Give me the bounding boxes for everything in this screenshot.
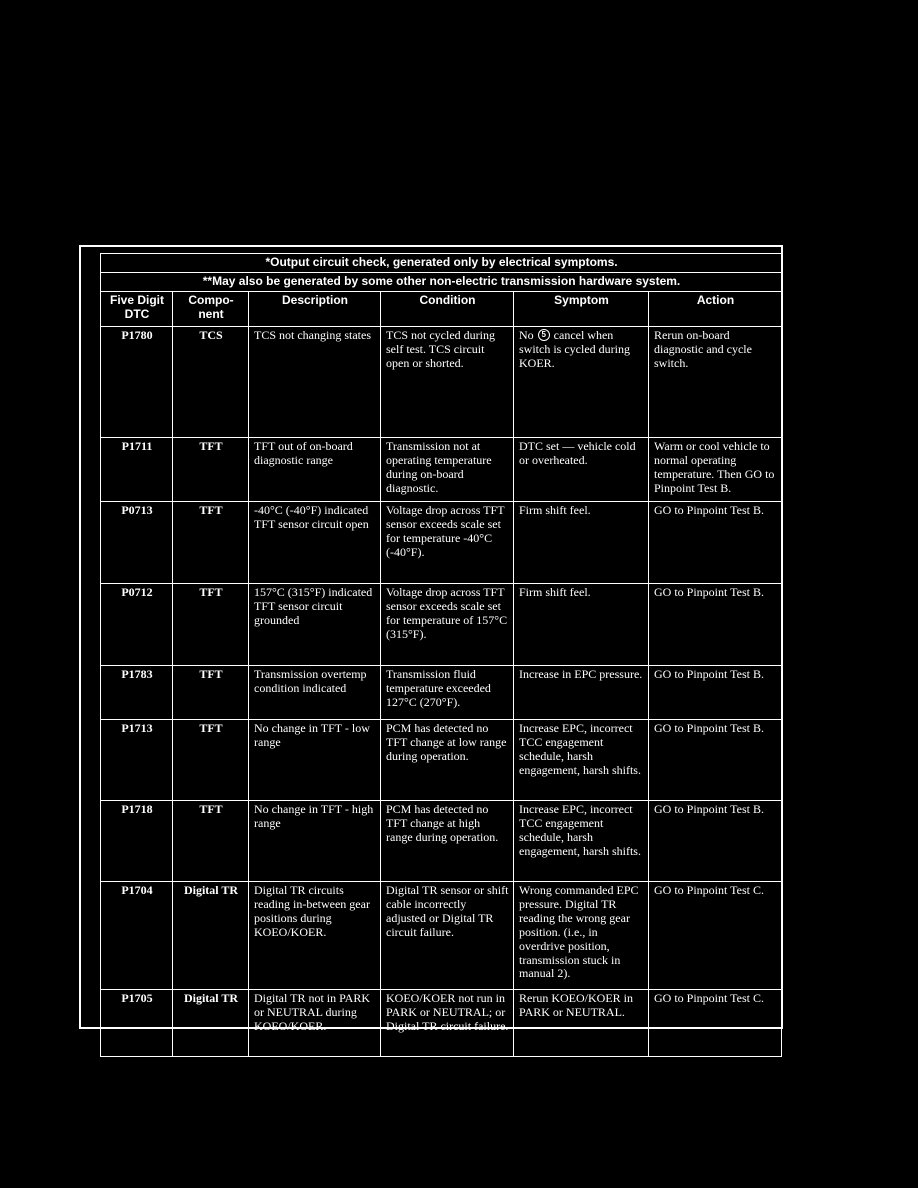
condition-cell: Voltage drop across TFT sensor exceeds scale set for temperature of 157°C (315°F). [381,584,514,666]
dtc-cell: P1780 [101,327,173,438]
symptom-cell: Increase EPC, incorrect TCC engagement schedule, harsh engagement, harsh shifts. [514,720,649,801]
dtc-cell: P1718 [101,801,173,882]
action-cell: GO to Pinpoint Test B. [649,801,782,882]
description-cell: No change in TFT - high range [249,801,381,882]
action-cell: GO to Pinpoint Test C. [649,990,782,1057]
symptom-cell: Increase in EPC pressure. [514,666,649,720]
component-cell: TCS [173,327,249,438]
column-header-symptom: Symptom [514,292,649,327]
condition-cell: KOEO/KOER not run in PARK or NEUTRAL; or Digital TR circuit failure. [381,990,514,1057]
action-cell: Rerun on-board diagnostic and cycle switch. [649,327,782,438]
description-cell: 157°C (315°F) indicated TFT sensor circuit grounded [249,584,381,666]
symptom-text: cancel when switch is cycled during KOER. [519,328,630,370]
description-cell: Digital TR not in PARK or NEUTRAL during KOEO/KOER. [249,990,381,1057]
table-row [101,882,782,990]
description-cell: Digital TR circuits reading in-between gear positions during KOEO/KOER. [249,882,381,990]
table-row [101,801,782,882]
action-cell: GO to Pinpoint Test B. [649,502,782,584]
description-cell: -40°C (-40°F) indicated TFT sensor circuit open [249,502,381,584]
table-frame [79,245,783,1033]
symptom-text: No [519,328,534,342]
condition-cell: PCM has detected no TFT change at high range during operation. [381,801,514,882]
condition-cell: TCS not cycled during self test. TCS circuit open or shorted. [381,327,514,438]
dtc-cell: P1705 [101,990,173,1057]
component-cell: TFT [173,720,249,801]
table-row [101,584,782,666]
table-row [101,502,782,584]
description-cell: No change in TFT - low range [249,720,381,801]
description-cell: TCS not changing states [249,327,381,438]
condition-cell: Digital TR sensor or shift cable incorrectly adjusted or Digital TR circuit failure. [381,882,514,990]
action-cell: GO to Pinpoint Test C. [649,882,782,990]
symptom-cell: Firm shift feel. [514,584,649,666]
action-cell: GO to Pinpoint Test B. [649,584,782,666]
component-cell: TFT [173,584,249,666]
column-header-five-digit-dtc: Five Digit DTC [101,292,173,327]
dtc-cell: P0712 [101,584,173,666]
table-row [101,666,782,720]
component-cell: TFT [173,502,249,584]
dtc-cell: P1704 [101,882,173,990]
note-row [101,254,782,273]
note-output-circuit-check: *Output circuit check, generated only by electrical symptoms. [101,254,782,273]
symptom-cell: Increase EPC, incorrect TCC engagement schedule, harsh engagement, harsh shifts. [514,801,649,882]
table-row [101,327,782,438]
symptom-cell: Firm shift feel. [514,502,649,584]
component-cell: TFT [173,438,249,502]
condition-cell: Voltage drop across TFT sensor exceeds scale set for temperature -40°C (-40°F). [381,502,514,584]
action-cell: Warm or cool vehicle to normal operating temperature. Then GO to Pinpoint Test B. [649,438,782,502]
column-header-action: Action [649,292,782,327]
dtc-table [100,253,782,1057]
condition-cell: Transmission not at operating temperature during on-board diagnostic. [381,438,514,502]
dtc-cell: P1711 [101,438,173,502]
component-cell: TFT [173,666,249,720]
condition-cell: PCM has detected no TFT change at low range during operation. [381,720,514,801]
column-header-description: Description [249,292,381,327]
column-header-component: Compo- nent [173,292,249,327]
symptom-cell: Rerun KOEO/KOER in PARK or NEUTRAL. [514,990,649,1057]
symptom-cell: DTC set — vehicle cold or overheated. [514,438,649,502]
component-cell: Digital TR [173,990,249,1057]
column-header-condition: Condition [381,292,514,327]
component-cell: Digital TR [173,882,249,990]
od-cancel-indicator-icon: 5 [538,329,550,341]
action-cell: GO to Pinpoint Test B. [649,720,782,801]
column-header-row [101,292,782,327]
table-row [101,990,782,1057]
description-cell: Transmission overtemp condition indicated [249,666,381,720]
note-may-also-be-generated: **May also be generated by some other non-electric transmission hardware system. [101,273,782,292]
action-cell: GO to Pinpoint Test B. [649,666,782,720]
dtc-cell: P1713 [101,720,173,801]
condition-cell: Transmission fluid temperature exceeded 127°C (270°F). [381,666,514,720]
dtc-cell: P0713 [101,502,173,584]
table-row [101,720,782,801]
description-cell: TFT out of on-board diagnostic range [249,438,381,502]
symptom-cell: Wrong commanded EPC pressure. Digital TR reading the wrong gear position. (i.e., in overdrive position, transmission stuck in manual 2). [514,882,649,990]
dtc-cell: P1783 [101,666,173,720]
symptom-cell [514,327,649,438]
table-row [101,438,782,502]
note-row [101,273,782,292]
component-cell: TFT [173,801,249,882]
